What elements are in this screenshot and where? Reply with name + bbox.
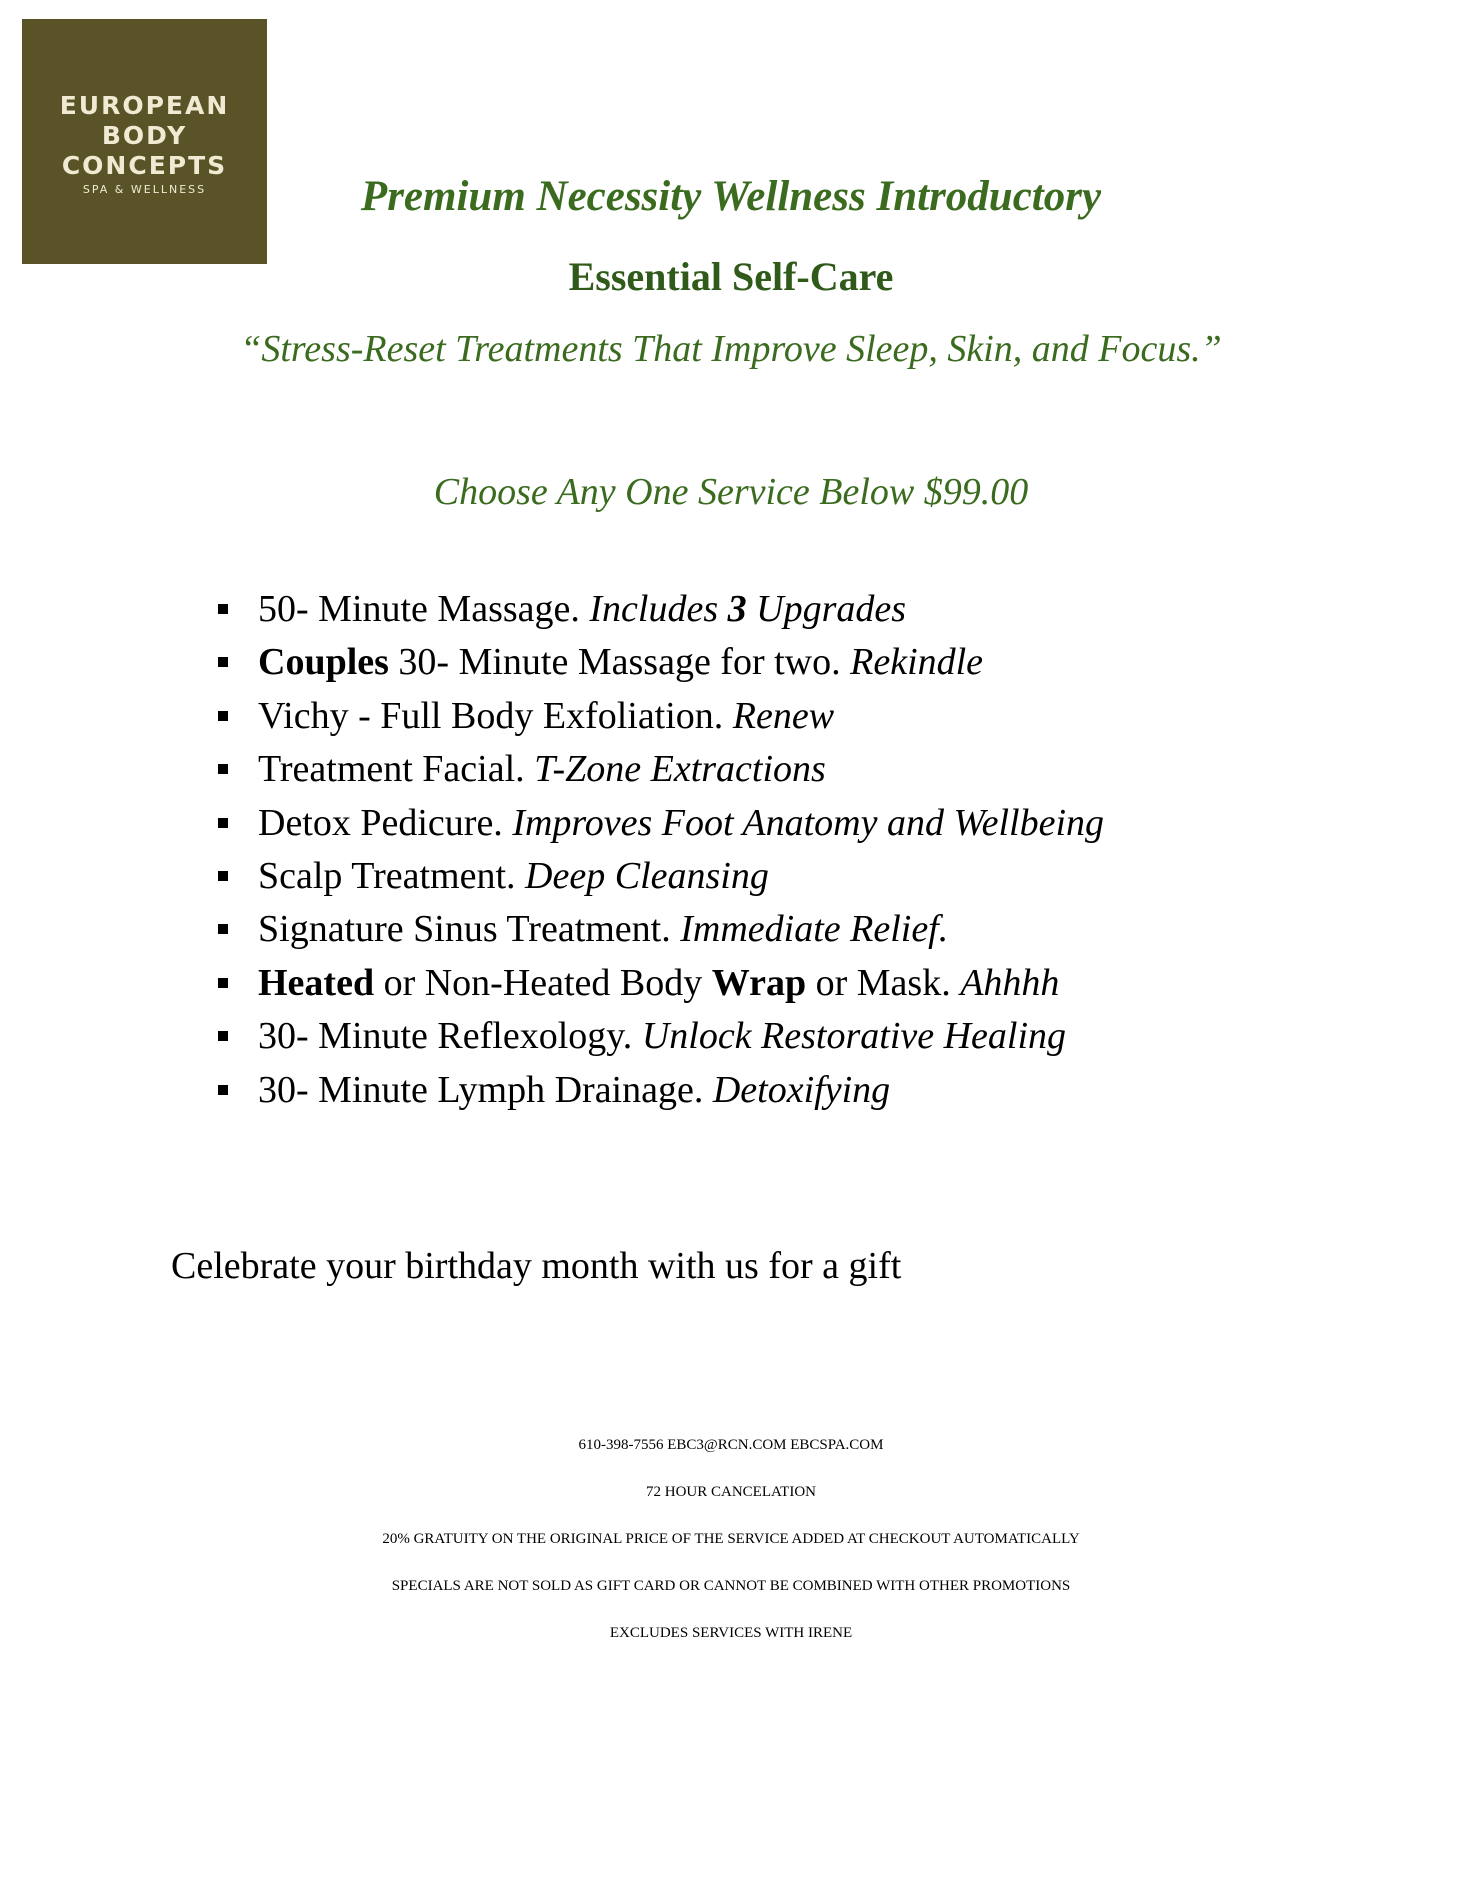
service-text: or Mask. — [806, 961, 961, 1004]
service-text: Vichy - Full Body Exfoliation. — [258, 694, 733, 737]
footer-exclusion: EXCLUDES SERVICES WITH IRENE — [609, 1625, 853, 1641]
service-text: or Non-Heated Body — [374, 961, 712, 1004]
bullet-icon — [218, 604, 228, 614]
logo-line-3: CONCEPTS — [61, 151, 228, 180]
company-logo — [22, 19, 267, 264]
service-text: Scalp Treatment. — [258, 855, 526, 898]
footer-contact: 610-398-7556 EBC3@RCN.COM EBCSPA.COM — [578, 1437, 884, 1453]
service-text: Treatment Facial. — [258, 748, 535, 791]
service-text: Upgrades — [746, 588, 907, 630]
service-text: Deep Cleansing — [525, 855, 769, 898]
bullet-icon — [218, 764, 228, 774]
service-text: Heated — [258, 961, 375, 1004]
service-text: Wrap — [711, 961, 807, 1004]
service-item — [218, 636, 1104, 689]
logo-line-1: EUROPEAN — [59, 91, 230, 120]
service-item — [218, 583, 1104, 636]
service-text: Couples — [258, 641, 389, 684]
service-text: 50- Minute Massage. — [258, 588, 590, 630]
bullet-icon — [218, 1085, 228, 1095]
footer-cancelation: 72 HOUR CANCELATION — [646, 1484, 816, 1500]
service-item — [218, 690, 1104, 743]
bullet-icon — [218, 924, 228, 934]
service-text: Signature Sinus Treatment. — [258, 908, 681, 951]
service-text: Detox Pedicure. — [258, 801, 513, 844]
service-item — [218, 903, 1104, 956]
offer-text: Choose Any One Service Below $99.00 — [433, 471, 1029, 513]
page-title: Premium Necessity Wellness Introductory — [360, 173, 1102, 220]
service-item — [218, 850, 1104, 903]
birthday-note: Celebrate your birthday month with us for a gift — [171, 1245, 902, 1287]
service-text: 30- Minute Massage for two. — [388, 641, 851, 684]
footer-specials: SPECIALS ARE NOT SOLD AS GIFT CARD OR CANNOT BE COMBINED WITH OTHER PROMOTIONS — [391, 1578, 1071, 1594]
service-text: Ahhhh — [960, 961, 1060, 1004]
logo-tagline: SPA & WELLNESS — [82, 183, 207, 196]
bullet-icon — [218, 1031, 228, 1041]
services-list — [218, 583, 1104, 1117]
bullet-icon — [218, 978, 228, 988]
service-item — [218, 743, 1104, 796]
service-text: Rekindle — [850, 641, 984, 684]
bullet-icon — [218, 711, 228, 721]
page-subtitle: Essential Self-Care — [568, 254, 894, 299]
bullet-icon — [218, 818, 228, 828]
logo-line-2: BODY — [101, 121, 188, 150]
service-text: Improves Foot Anatomy and Wellbeing — [512, 801, 1105, 844]
service-text: Renew — [732, 694, 835, 737]
service-text: 3 — [727, 588, 747, 630]
service-text: Immediate Relief. — [680, 908, 949, 951]
service-item — [218, 1064, 1104, 1117]
service-item — [218, 797, 1104, 850]
service-item — [218, 1010, 1104, 1063]
bullet-icon — [218, 871, 228, 881]
bullet-icon — [218, 657, 228, 667]
tagline-quote: “Stress-Reset Treatments That Improve Sleep, Skin, and Focus.” — [240, 328, 1222, 370]
service-text: Detoxifying — [712, 1068, 891, 1111]
service-item — [218, 957, 1104, 1010]
service-text: 30- Minute Reflexology. — [258, 1015, 642, 1058]
service-text: Unlock Restorative Healing — [641, 1015, 1067, 1058]
service-text: T-Zone Extractions — [534, 748, 826, 791]
service-text: 30- Minute Lymph Drainage. — [258, 1068, 713, 1111]
service-text: Includes — [589, 588, 728, 630]
footer-gratuity: 20% GRATUITY ON THE ORIGINAL PRICE OF THE SERVICE ADDED AT CHECKOUT AUTOMATICALLY — [382, 1531, 1080, 1547]
